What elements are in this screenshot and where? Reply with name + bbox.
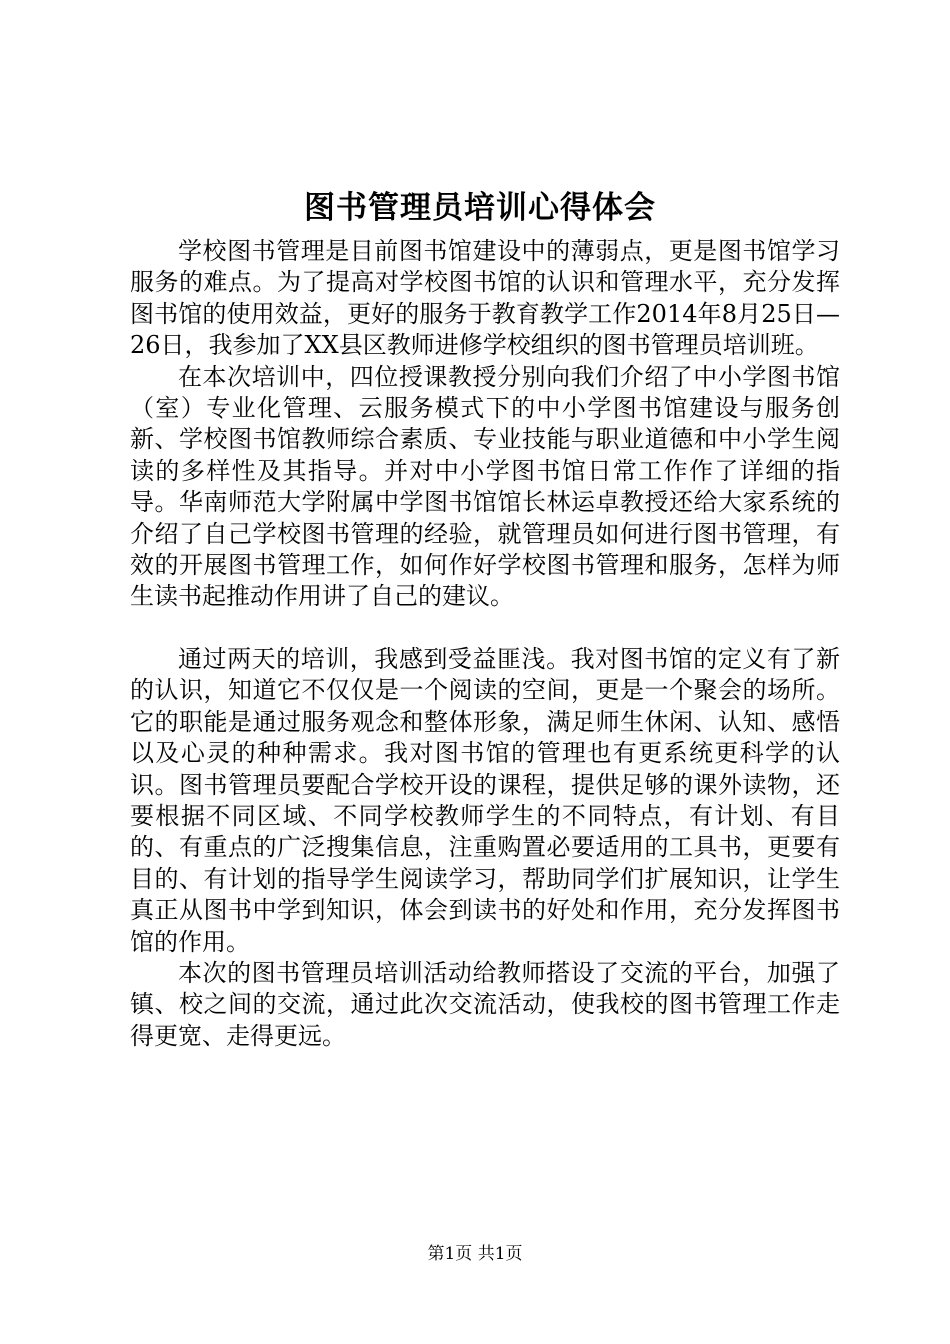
paragraph-reflection: 通过两天的培训，我感到受益匪浅。我对图书馆的定义有了新的认识，知道它不仅仅是一个阅读的空间，更是一个聚会的场所。它的职能是通过服务观念和整体形象，满足师生休闲、认知、感悟以及心灵的种种需求。我对图书馆的管理也有更系统更科学的认识。图书管理员要配合学校开设的课程，提供足够的课外读物，还要根据不同区域、不同学校教师学生的不同特点，有计划、有目的、有重点的广泛搜集信息，注重购置必要适用的工具书，更要有目的、有计划的指导学生阅读学习，帮助同学们扩展知识，让学生真正从图书中学到知识，体会到读书的好处和作用，充分发挥图书馆的作用。 <box>130 644 840 956</box>
document-body <box>130 236 840 1052</box>
paragraph-training-content: 在本次培训中，四位授课教授分别向我们介绍了中小学图书馆（室）专业化管理、云服务模式下的中小学图书馆建设与服务创新、学校图书馆教师综合素质、专业技能与职业道德和中小学生阅读的多样性及其指导。并对中小学图书馆日常工作作了详细的指导。华南师范大学附属中学图书馆馆长林运卓教授还给大家系统的介绍了自己学校图书管理的经验，就管理员如何进行图书管理，有效的开展图书管理工作，如何作好学校图书管理和服务，怎样为师生读书起推动作用讲了自己的建议。 <box>130 362 840 611</box>
paragraph-intro: 学校图书管理是目前图书馆建设中的薄弱点，更是图书馆学习服务的难点。为了提高对学校图书馆的认识和管理水平，充分发挥图书馆的使用效益，更好的服务于教育教学工作2014年8月25日—26日，我参加了XX县区教师进修学校组织的图书管理员培训班。 <box>130 237 840 360</box>
paragraph-conclusion: 本次的图书管理员培训活动给教师搭设了交流的平台，加强了镇、校之间的交流，通过此次交流活动，使我校的图书管理工作走得更宽、走得更远。 <box>130 958 840 1050</box>
page-number-footer: 第1页 共1页 <box>427 1244 523 1264</box>
page-title: 图书管理员培训心得体会 <box>304 190 656 226</box>
